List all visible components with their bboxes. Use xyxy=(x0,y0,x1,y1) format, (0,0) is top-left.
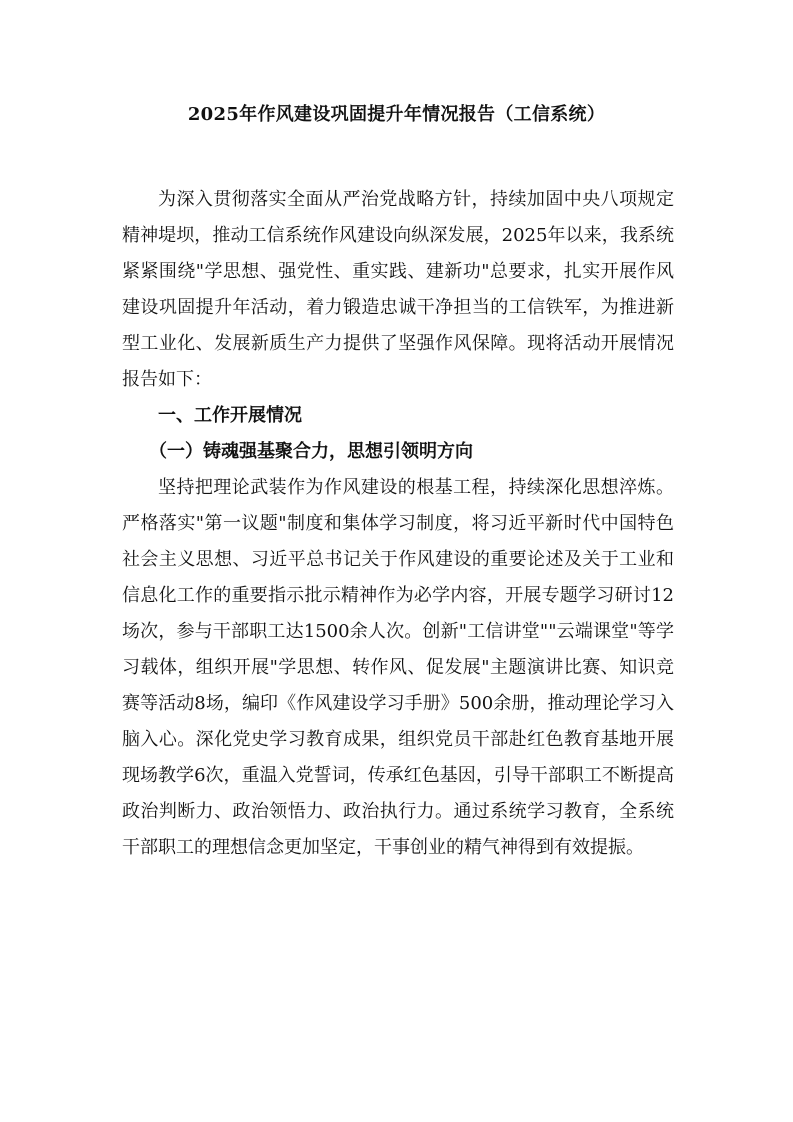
intro-paragraph: 为深入贯彻落实全面从严治党战略方针，持续加固中央八项规定精神堤坝，推动工信系统作风建设向纵深发展，2025年以来，我系统紧紧围绕"学思想、强党性、重实践、建新功"总要求，扎实开展作风建设巩固提升年活动，着力锻造忠诚干净担当的工信铁军，为推进新型工业化、发展新质生产力提供了坚强作风保障。现将活动开展情况报告如下： xyxy=(122,189,674,390)
subsection-heading: （一）铸魂强基聚合力，思想引领明方向 xyxy=(149,441,473,462)
subsection-paragraph: 坚持把理论武装作为作风建设的根基工程，持续深化思想淬炼。严格落实"第一议题"制度和集体学习制度，将习近平新时代中国特色社会主义思想、习近平总书记关于作风建设的重要论述及关于工业和信息化工作的重要指示批示精神作为必学内容，开展专题学习研讨12场次，参与干部职工达1500余人次。创新"工信讲堂""云端课堂"等学习载体，组织开展"学思想、转作风、促发展"主题演讲比赛、知识竞赛等活动8场，编印《作风建设学习手册》500余册，推动理论学习入脑入心。深化党史学习教育成果，组织党员干部赴红色教育基地开展现场教学6次，重温入党誓词，传承红色基因，引导干部职工不断提高政治判断力、政治领悟力、政治执行力。通过系统学习教育，全系统干部职工的理想信念更加坚定，干事创业的精气神得到有效提振。 xyxy=(122,477,674,858)
document-title: 2025年作风建设巩固提升年情况报告（工信系统） xyxy=(187,104,606,125)
section-heading: 一、工作开展情况 xyxy=(158,405,302,426)
document-body xyxy=(122,182,674,866)
